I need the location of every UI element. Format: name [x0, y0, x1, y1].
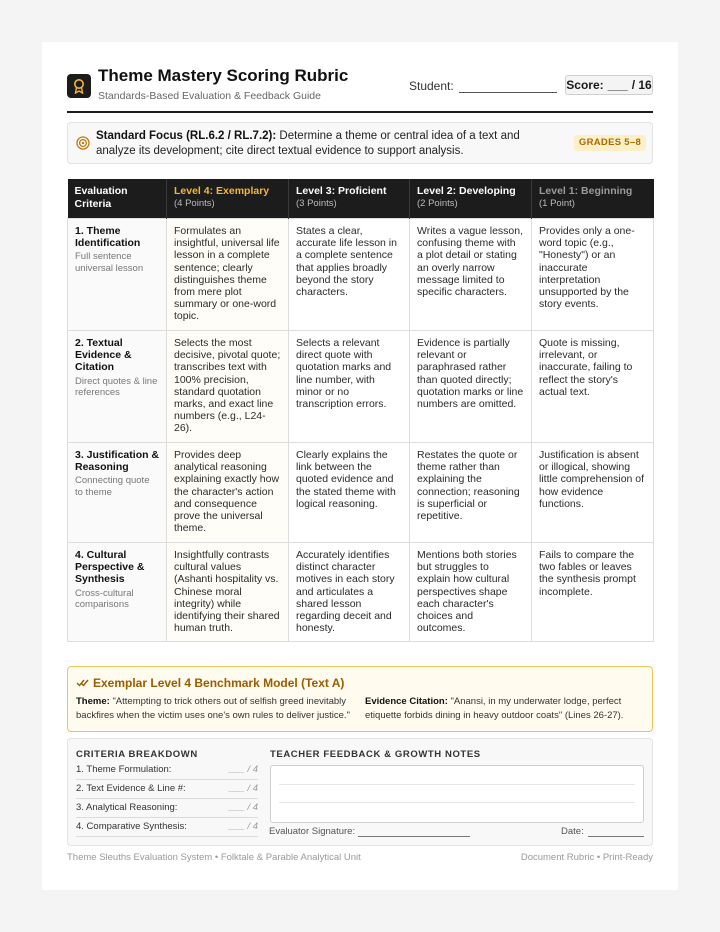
footer-left: Theme Sleuths Evaluation System • Folktale & Parable Analytical Unit [67, 852, 361, 863]
table-row [68, 219, 654, 331]
header-level-3: Level 3: Proficient (3 Points) [289, 179, 410, 219]
breakdown-row[interactable]: 4. Comparative Synthesis: ___ / 4 [76, 818, 258, 837]
student-name-line[interactable] [459, 80, 557, 93]
descriptor-cell: Fails to compare the two fables or leaves the synthesis prompt incomplete. [532, 543, 654, 642]
student-label: Student: [409, 79, 454, 93]
descriptor-cell: Mentions both stories but struggles to explain how cultural perspectives shape each character's choices and outcomes. [410, 543, 532, 642]
standard-focus-text [96, 129, 556, 158]
descriptor-cell: Selects a relevant direct quote with quotation marks and line number, with minor or no transcription errors. [289, 331, 410, 443]
criteria-cell: 4. Cultural Perspective & Synthesis Cross-cultural comparisons [68, 543, 167, 642]
descriptor-cell: Selects the most decisive, pivotal quote; transcribes text with 100% precision, standard quotation marks, and exact line numbers (e.g., L24-26). [167, 331, 289, 443]
rubric-table [67, 179, 654, 642]
exemplar-theme-text: "Attempting to trick others out of selfish greed inevitably backfires when the victim uses one's own rules to deliver justice." [76, 696, 350, 721]
descriptor-cell: Writes a vague lesson, confusing theme with a plot detail or stating an overly narrow message limited to specific characters. [410, 219, 532, 331]
exemplar-box [67, 666, 653, 732]
breakdown-row[interactable]: 1. Theme Formulation: ___ / 4 [76, 761, 258, 780]
header-level-4: Level 4: Exemplary (4 Points) [167, 179, 289, 219]
target-icon [76, 136, 90, 150]
table-row [68, 443, 654, 543]
header-level-1: Level 1: Beginning (1 Point) [532, 179, 654, 219]
breakdown-row[interactable]: 2. Text Evidence & Line #: ___ / 4 [76, 780, 258, 799]
exemplar-title: Exemplar Level 4 Benchmark Model (Text A) [76, 676, 344, 690]
score-blank: ___ [607, 78, 628, 92]
footer-right: Document Rubric • Print-Ready [520, 852, 653, 863]
date-field[interactable]: Date: [561, 826, 644, 837]
descriptor-cell: Quote is missing, irrelevant, or inaccurate, failing to reflect the story's actual text. [532, 331, 654, 443]
table-header-row [68, 179, 654, 219]
standard-focus-description: Determine a theme or central idea of a text and analyze its development; cite direct textual evidence to support analysis. [96, 130, 520, 157]
descriptor-cell: Restates the quote or theme rather than explaining the connection; reasoning is superficial or repetitive. [410, 443, 532, 543]
exemplar-theme-label: Theme: [76, 696, 110, 707]
total-score-box[interactable] [565, 75, 653, 95]
standard-focus-label: Standard Focus (RL.6.2 / RL.7.2): [96, 130, 277, 142]
descriptor-cell: States a clear, accurate life lesson in a complete sentence that applies broadly beyond the story characters. [289, 219, 410, 331]
feedback-heading: TEACHER FEEDBACK & GROWTH NOTES [270, 749, 481, 760]
evaluator-signature[interactable]: Evaluator Signature: [269, 826, 470, 837]
header-level-2: Level 2: Developing (2 Points) [410, 179, 532, 219]
criteria-cell: 1. Theme Identification Full sentence universal lesson [68, 219, 167, 331]
descriptor-cell: Evidence is partially relevant or paraphrased rather than quoted directly; quotation marks or line numbers are omitted. [410, 331, 532, 443]
descriptor-cell: Clearly explains the link between the quoted evidence and the stated theme with logical reasoning. [289, 443, 410, 543]
breakdown-row[interactable]: 3. Analytical Reasoning: ___ / 4 [76, 799, 258, 818]
header-divider [67, 111, 653, 113]
criteria-cell: 2. Textual Evidence & Citation Direct quotes & line references [68, 331, 167, 443]
standard-focus-banner [67, 122, 653, 164]
exemplar-evidence-label: Evidence Citation: [365, 696, 448, 707]
page-header [67, 64, 653, 112]
table-row [68, 331, 654, 443]
rubric-page [42, 42, 678, 890]
criteria-breakdown-heading: CRITERIA BREAKDOWN [76, 749, 198, 760]
header-criteria: Evaluation Criteria [68, 179, 167, 219]
descriptor-cell: Justification is absent or illogical, showing little comprehension of how evidence functions. [532, 443, 654, 543]
student-field[interactable] [409, 79, 557, 93]
criteria-cell: 3. Justification & Reasoning Connecting quote to theme [68, 443, 167, 543]
table-row [68, 543, 654, 642]
scoring-section [67, 738, 653, 846]
score-label: Score: [566, 78, 604, 92]
feedback-notes-box[interactable] [270, 765, 644, 823]
descriptor-cell: Formulates an insightful, universal life lesson in a complete sentence; clearly distinguishes theme from mere plot summary or one-word topic. [167, 219, 289, 331]
descriptor-cell: Provides deep analytical reasoning explaining exactly how the character's action and consequence prove the universal theme. [167, 443, 289, 543]
page-footer [67, 852, 653, 864]
page-title: Theme Mastery Scoring Rubric [98, 66, 349, 85]
exemplar-evidence-text: "Anansi, in my underwater lodge, perfect etiquette forbids dining in heavy outdoor coats" (Lines 26-27). [365, 696, 624, 721]
grades-badge: GRADES 5–8 [574, 135, 646, 151]
score-total: / 16 [631, 78, 652, 92]
page-subtitle: Standards-Based Evaluation & Feedback Guide [98, 90, 321, 102]
exemplar-evidence [365, 695, 647, 723]
descriptor-cell: Provides only a one-word topic (e.g., "Honesty") or an inaccurate interpretation unsupported by the story events. [532, 219, 654, 331]
descriptor-cell: Insightfully contrasts cultural values (Ashanti hospitality vs. Chinese moral integrity) while identifying their shared human truth. [167, 543, 289, 642]
descriptor-cell: Accurately identifies distinct character motives in each story and articulates a shared lesson regarding deceit and honesty. [289, 543, 410, 642]
double-check-icon [76, 678, 89, 687]
award-ribbon-icon [67, 74, 91, 98]
exemplar-theme [76, 695, 356, 723]
